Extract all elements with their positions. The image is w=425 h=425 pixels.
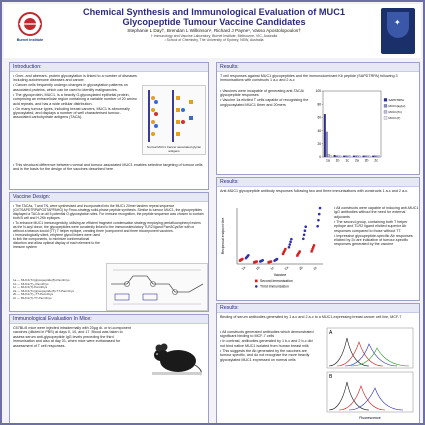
tcell-legend-swatch <box>384 98 387 101</box>
introduction-text <box>10 72 141 122</box>
logo-left-text: Burnet Institute <box>16 38 44 42</box>
intro-bullet: • Cancer cells frequently undergo changes in glycosylation patterns on associated proteins, which can be used to identify malignancies. <box>13 83 128 92</box>
tcell-x-tick-label: 2b <box>364 158 369 163</box>
antibody-bullet: • The second group, containing both T helper epitope and TLR2 ligand elicited superior Ab responses compared to those without TT. <box>334 219 408 233</box>
tcell-bar-chart <box>311 87 419 173</box>
results-tcell-intro: T cell responses against MUC1 glycopeptides and the immunodominant Kb peptide (SAPDTRPA) following 3 immunisations with constructs 1 a-c and 2 a-c <box>220 74 398 83</box>
antibody-point-third <box>288 246 291 249</box>
tcell-bar <box>365 156 367 157</box>
tcell-bar <box>353 156 355 157</box>
antibody-point-second <box>241 258 243 260</box>
header <box>4 4 421 58</box>
tcell-bar <box>330 155 332 157</box>
tcell-legend-swatch <box>384 116 387 119</box>
glycan-figure-caption: Normal MUC1 Cancer associated glycan antigens <box>146 145 202 153</box>
mouse-icon <box>148 337 206 377</box>
results-binding-heading: Results: <box>217 304 419 313</box>
vaccine-item: 2b — MUC1(T)₅-TT-Pam3Cys <box>13 292 54 297</box>
antibody-point-third <box>261 259 264 262</box>
histogram-a-frame <box>327 328 413 368</box>
tcell-bar <box>328 154 330 157</box>
immunological-evaluation-heading: Immunological Evaluation In Mice: <box>10 315 208 324</box>
tcell-x-tick-label: 2c <box>374 158 378 163</box>
introduction-text-bottom <box>10 161 210 174</box>
results-antibody-intro: Anti-MUC1 glycopeptide antibody responses following two and three immunisations with constructs 1 a-c and 2 a-c. <box>220 189 409 193</box>
authors: Stephanie L Day†, Brendan L Wilkinson¹, Richard J Payne¹, Vasso Apostolopoulos† <box>127 28 301 33</box>
tcell-x-tick-label: 1c <box>345 158 349 163</box>
tcell-bar <box>376 156 378 157</box>
vaccine-list <box>10 277 112 303</box>
antibody-point-third <box>319 207 322 210</box>
antibody-y-axis-label: Reciprocal endpoint titre <box>221 217 225 255</box>
burnet-logo <box>10 10 50 50</box>
design-bullet: • To enhance MUC1 immunogenicity, utilising an efficient fragment condensation strategy employing pentafluorophenyl esters as the N-acyl donor, the glycopeptides were covalently linked to the immunostimulatory TLR2 ligand Pam3CysSer with or without a tetanus toxoid (TT) T helper epitope, creating three (component and three tricomponent vaccines. <box>13 220 201 233</box>
affiliation-2: ¹ School of Chemistry, The University of Sydney, NSW, Australia <box>164 38 264 43</box>
tcell-x-tick-label: 1a <box>325 158 330 163</box>
antibody-point-third <box>247 254 250 257</box>
tcell-plot-area <box>323 91 381 157</box>
vaccine-design-text <box>10 202 208 252</box>
antibody-point-third <box>304 229 307 232</box>
vaccine-item: 1b — MUC1(T)₅-Pam3Cys <box>13 281 49 286</box>
antibody-point-third <box>304 225 307 228</box>
intro-bullet: • Over- and aberrant- protein glycosylation is linked to a number of diseases including autoimmune diseases and cancer. <box>13 74 137 83</box>
vaccine-item: 1c — MUC1(T)-Pam3Cys <box>13 285 48 290</box>
tcell-bar <box>336 156 338 157</box>
binding-bullet: • This suggests the Ab generated by the vaccines are tumour specific, and do not recognise the more heavily glycosylated MUC1 expressed on normal cells <box>220 348 310 362</box>
design-bullet: • Immunologically silent, ethylene glycol linkers were used to link the components, to minimize conformational distortion and allow optimal display of each element to the immune system <box>13 233 100 250</box>
antibody-point-third <box>318 213 321 216</box>
vaccine-design-heading: Vaccine Design: <box>10 193 208 202</box>
antibody-point-third <box>290 238 293 241</box>
tcell-bar <box>374 156 376 157</box>
tcell-legend-label: MUC1(T) <box>388 116 401 120</box>
antibody-point-third <box>276 258 279 261</box>
university-crest <box>381 8 415 54</box>
affiliations <box>54 34 374 42</box>
vaccine-design-panel <box>9 192 209 312</box>
tcell-y-tick-label: 60 <box>317 115 321 120</box>
tcell-legend-label: MUC1(Tn) <box>388 110 402 114</box>
tcell-y-tick-label: 100 <box>315 89 321 94</box>
antibody-x-tick-label: 2c <box>312 265 318 271</box>
antibody-legend-label: Second Immunisation <box>260 279 293 283</box>
antibody-legend-swatch <box>255 285 258 288</box>
tcell-bar <box>339 156 341 157</box>
immunological-evaluation-text: C57BL/6 mice were injected intradermally with 20µg di- or tri-component vaccines (diluted in PBS) at days 0, 10, and 17. Blood was taken to assess serum anti-glycopeptide IgG levels preceding the third immunisation and also at day 31, when mice were euthanased for assessment of T cell responses. <box>13 326 131 348</box>
tcell-bar <box>334 155 336 157</box>
results-antibody-heading: Results: <box>217 178 419 187</box>
muc1-glycan-diagram <box>143 86 205 146</box>
histogram-b-label: B <box>329 374 333 380</box>
results-binding-bullets <box>217 328 319 365</box>
poster-title <box>54 7 374 27</box>
tcell-y-tick-label: 20 <box>317 142 321 146</box>
antibody-x-tick-label: 1a <box>240 265 247 271</box>
binding-bullet: • In contrast, antibodies generated by 1 b-c and 2 b-c did not bind native MUC1 isolated from human breast milk <box>220 339 313 348</box>
results-binding-panel <box>216 303 420 424</box>
intro-bullet: • This structural difference between normal and tumour-associated MUC1 enables selective targeting of tumour cells and is the basis for the design of the vaccines described here. <box>13 163 203 172</box>
tcell-bar <box>363 156 365 157</box>
tcell-bullet: • Vaccine 1a elicited T cells capable of recognising the unglycosylated MUC1 8mer and 20mers <box>220 98 309 107</box>
muc1-glycan-figure <box>142 85 206 155</box>
title-line-1: Chemical Synthesis and Immunological Evaluation of MUC1 <box>83 7 345 17</box>
tcell-bar <box>372 156 374 157</box>
antibody-x-tick-label: 1c <box>269 265 275 271</box>
affiliation-1: † Immunology and Vaccine Laboratory, Burnet Institute, Melbourne, VIC, Australia <box>150 34 278 38</box>
tcell-legend-swatch <box>384 104 387 107</box>
immunological-evaluation-panel <box>9 314 209 424</box>
crest-star-icon: ✦ <box>394 18 401 27</box>
tcell-bullet: • Vaccines were incapable of generating anti-TACA/ glycopeptide responses <box>220 89 305 98</box>
introduction-heading: Introduction: <box>10 63 208 72</box>
antibody-bullet: • All constructs were capable of inducing anti-MUC1 IgG antibodies without the need for external adjuvants <box>334 206 419 219</box>
antibody-point-third <box>317 219 320 222</box>
antibody-scatter-chart <box>219 204 329 300</box>
flow-cytometry-histograms <box>317 326 417 422</box>
antibody-point-third <box>289 241 292 244</box>
tcell-bar <box>357 156 359 157</box>
tcell-bar <box>349 156 351 157</box>
tcell-bar <box>324 114 326 157</box>
histogram-a-label: A <box>329 330 333 336</box>
histogram-x-axis-label: Fluorescence <box>359 416 381 420</box>
histogram-b-frame <box>327 372 413 412</box>
antibody-x-axis-label: Vaccine <box>273 273 287 277</box>
burnet-logo-icon <box>10 10 50 38</box>
tcell-bar <box>355 156 357 157</box>
tcell-y-tick-label: 40 <box>317 128 321 133</box>
tcell-bar <box>378 156 380 157</box>
tcell-x-tick-label: 1b <box>335 158 340 163</box>
antibody-point-second <box>284 248 286 250</box>
tcell-bar <box>368 156 370 157</box>
antibody-point-third <box>288 243 291 246</box>
results-tcell-heading: Results: <box>217 63 419 72</box>
tcell-bar <box>338 156 340 157</box>
tcell-bar <box>326 132 328 157</box>
binding-bullet: • All constructs generated antibodies which demonstrated significant binding to MCF-7 cells <box>220 330 314 339</box>
vaccine-construct-figure <box>106 263 208 311</box>
results-antibody-panel <box>216 177 420 301</box>
introduction-panel <box>9 62 209 190</box>
results-binding-intro: Binding of serum antibodies generated by 1 a-c and 2 a-c to a MUC1-expressing breast cancer cell line, MCF-7 <box>220 315 402 319</box>
title-line-2: Glycopeptide Tumour Vaccine Candidates <box>122 17 306 28</box>
tcell-bar <box>359 156 361 157</box>
antibody-legend-label: Third Immunisation <box>260 284 289 289</box>
antibody-point-third <box>303 233 306 236</box>
results-tcell-bullets <box>217 87 313 110</box>
tcell-bar <box>343 156 345 157</box>
intro-bullet: • The glycoprotein, MUC1, is a heavily O-glycosylated epithelial protein, comprising an extracellular region containing a variable number of 20 amino acid repeats, and has a wide cellular distribution. <box>13 92 137 106</box>
tcell-bar <box>367 156 369 157</box>
vaccine-item: 2a — MUC1(Tn)glycopeptide(5)-TT-Pam3Cys <box>13 288 75 293</box>
design-bullet: • The TACAs, T and TN, were synthesised and incorporated into the MUC1 20mer tandem repeat sequence (GVTSAPDTRPAPGSTAPPAHG) by Fmoc-strategy solid-phase peptide synthesis. Similar to tumour MUC1, the glycopeptides displayed a TACA on all 5 potential O-glycosylation sites. For immune recognition, the peptide sequence was chosen to contain both B cell and H-2Kb epitopes. <box>13 204 204 220</box>
antibody-bullet: • Impressive glycopeptide-specific Ab responses elicited by 2c are indicative of tumour-specific responses generated by the vaccine <box>334 233 413 247</box>
tcell-x-tick-label: 2a <box>354 158 359 163</box>
antibody-point-second <box>270 260 272 262</box>
tcell-bar <box>347 156 349 157</box>
antibody-point-second <box>313 244 315 246</box>
antibody-x-tick-label: 2a <box>283 265 290 271</box>
antibody-x-tick-label: 2b <box>298 265 304 271</box>
antibody-point-third <box>316 225 319 228</box>
vaccine-item: 1a — MUC1(Tn)glycopeptide(5)-Pam3Cys <box>13 278 70 282</box>
tcell-legend-label: MUC1(aglyc) <box>388 104 406 108</box>
antibody-point-second <box>256 260 258 262</box>
results-antibody-bullets <box>331 204 423 249</box>
vaccine-item: 2c — MUC1(T)-TT-Pam3Cys <box>13 295 52 300</box>
results-tcell-panel <box>216 62 420 175</box>
antibody-x-tick-label: 1b <box>255 265 261 271</box>
antibody-point-second <box>299 250 301 252</box>
intro-bullet: • On many tumour types, including breast cancers, MUC1 is abnormally glycosylated, and displays a number of well characterised tumour-associated carbohydrate antigens (TACA). <box>13 106 130 120</box>
vaccine-construct-diagram <box>107 264 207 310</box>
antibody-point-third <box>302 238 305 241</box>
tcell-legend-label: SAPDTRPA <box>388 98 404 102</box>
tcell-legend-swatch <box>384 110 387 113</box>
antibody-legend-swatch <box>255 280 258 283</box>
tcell-bar <box>345 156 347 157</box>
tcell-y-tick-label: 0 <box>319 155 321 160</box>
tcell-y-tick-label: 80 <box>317 102 321 107</box>
